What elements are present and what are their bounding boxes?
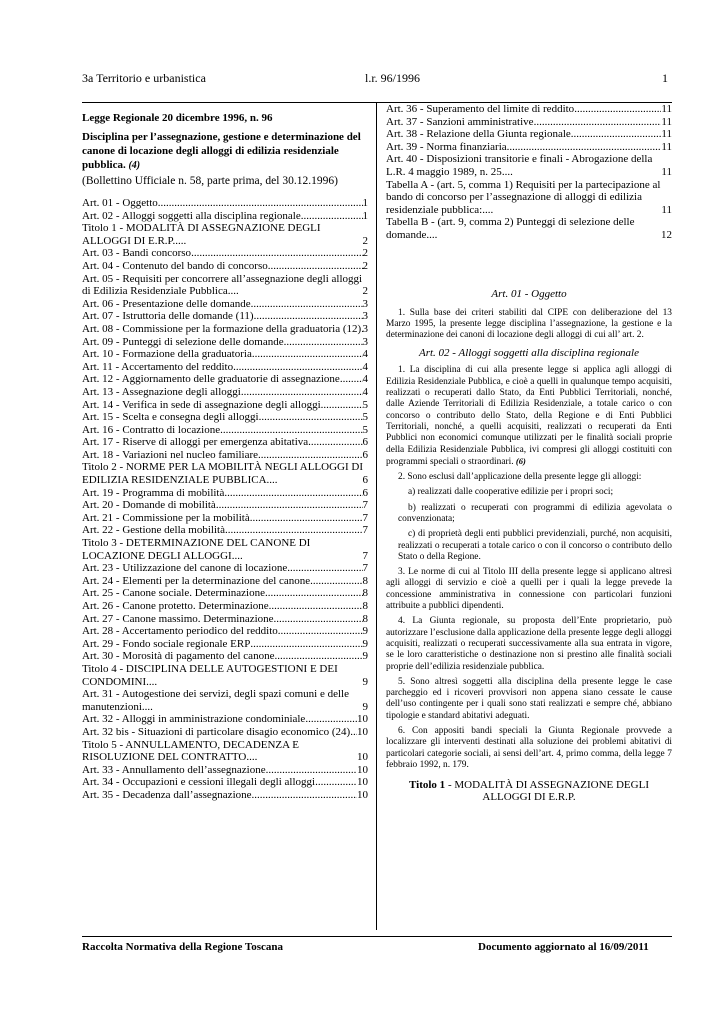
toc-entry[interactable] xyxy=(82,424,368,437)
toc-entry-page: 6 xyxy=(362,474,368,487)
toc-entry-title: Art. 02 - Alloggi soggetti alla disciplina regionale xyxy=(82,209,301,222)
toc-entry[interactable] xyxy=(82,764,368,777)
toc-leader-dots xyxy=(146,676,157,688)
toc-entry[interactable] xyxy=(82,411,368,424)
toc-entry-title: Art. 08 - Commissione per la formazione della graduatoria (12) xyxy=(82,322,362,335)
toc-entry[interactable] xyxy=(386,103,672,116)
toc-entry-page: 10 xyxy=(357,788,368,801)
bollettino-ref: (Bollettino Ufficiale n. 58, parte prima, del 30.12.1996) xyxy=(82,175,338,187)
toc-entry-title: Art. 22 - Gestione della mobilità xyxy=(82,524,225,537)
art02-paragraph-3: 3. Le norme di cui al Titolo III della presente legge si applicano altresì agli alloggi di servizio e cioè a quelli per i quali la legge prevede la concessione amministrativa in connessione con particolari funzioni attribuite a pubblici dipendenti. xyxy=(386,567,672,612)
toc-entry-title: Art. 34 - Occupazioni e cessioni illegali degli alloggi xyxy=(82,776,316,789)
toc-entry[interactable] xyxy=(386,179,672,217)
toc-leader-dots xyxy=(340,373,363,386)
toc-leader-dots xyxy=(482,204,493,216)
toc-entry-title: Art. 29 - Fondo sociale regionale ERP xyxy=(82,637,251,650)
subtitle-note: (4) xyxy=(128,160,141,171)
art02-paragraph-2: 2. Sono esclusi dall’applicazione della presente legge gli alloggi: xyxy=(398,472,642,483)
footer-updated: Documento aggiornato al 16/09/2011 xyxy=(478,941,649,953)
toc-leader-dots xyxy=(252,789,357,802)
footer-rule xyxy=(82,936,672,937)
toc-entry-title: Art. 39 - Norma finanziaria xyxy=(386,140,507,153)
toc-leader-dots xyxy=(225,524,363,537)
toc-entry[interactable] xyxy=(82,575,368,588)
toc-entry-page: 9 xyxy=(362,650,368,663)
toc-leader-dots xyxy=(301,210,363,223)
toc-entry[interactable] xyxy=(82,739,368,764)
toc-entry-page: 11 xyxy=(661,165,672,178)
toc-entry[interactable] xyxy=(386,216,672,241)
toc-entry-page: 6 xyxy=(362,448,368,461)
art01-paragraph-1: 1. Sulla base dei criteri stabiliti dal CIPE con deliberazione del 13 Marzo 1995, la presente legge disciplina l’assegnazione, la gestione e la determinazione dei canoni di locazione degli alloggi di cui all’ art. 2. xyxy=(386,307,672,341)
toc-entry-page: 11 xyxy=(661,140,672,153)
toc-entry-title: Art. 32 - Alloggi in amministrazione condominiale xyxy=(82,713,306,726)
toc-entry-title: Art. 40 - Disposizioni transitorie e finali - Abrogazione della L.R. 4 maggio 1989, n. 25 xyxy=(386,153,653,178)
toc-leader-dots xyxy=(426,229,437,241)
toc-entry-title: Titolo 4 - DISCIPLINA DELLE AUTOGESTIONI E DEI CONDOMINI xyxy=(82,662,338,688)
toc-entry[interactable] xyxy=(82,587,368,600)
toc-entry-page: 1 xyxy=(362,197,368,209)
toc-leader-dots xyxy=(574,103,661,116)
toc-entry-page: 10 xyxy=(357,751,368,764)
toc-leader-dots xyxy=(191,247,362,260)
toc-entry-page: 10 xyxy=(357,763,368,776)
toc-entry-page: 2 xyxy=(362,285,368,298)
toc-entry-page: 3 xyxy=(362,322,368,335)
toc-leader-dots xyxy=(502,166,513,178)
toc-entry-page: 2 xyxy=(362,234,368,247)
toc-entry[interactable] xyxy=(82,323,368,336)
titolo1-heading: Titolo 1 - MODALITÀ DI ASSEGNAZIONE DEGLI ALLOGGI DI E.R.P. xyxy=(409,779,649,804)
toc-entry-page: 10 xyxy=(357,725,368,738)
toc-entry[interactable] xyxy=(386,128,672,141)
toc-leader-dots xyxy=(241,386,363,399)
toc-leader-dots xyxy=(310,575,362,588)
toc-entry-title: Art. 07 - Istruttoria delle domande (11) xyxy=(82,310,254,323)
toc-leader-dots xyxy=(267,474,278,486)
toc-entry-title: Art. 18 - Variazioni nel nucleo familiare xyxy=(82,448,259,461)
art02-paragraph-2a: a) realizzati dalle cooperative edilizie per i propri soci; xyxy=(408,487,614,498)
toc-entry-title: Titolo 3 - DETERMINAZIONE DEL CANONE DI LOCAZIONE DEGLI ALLOGGI xyxy=(82,537,311,562)
toc-entry-title: Art. 33 - Annullamento dell’assegnazione xyxy=(82,763,266,776)
toc-leader-dots xyxy=(232,550,243,562)
toc-entry-title: Art. 24 - Elementi per la determinazione del canone xyxy=(82,574,311,587)
toc-leader-dots xyxy=(274,650,362,663)
toc-entry-page: 12 xyxy=(661,228,672,241)
toc-entry-title: Titolo 2 - NORME PER LA MOBILITÀ NEGLI ALLOGGI DI EDILIZIA RESIDENZIALE PUBBLICA xyxy=(82,461,364,487)
toc-leader-dots xyxy=(216,499,363,512)
toc-entry-title: Art. 01 - Oggetto xyxy=(82,197,158,209)
toc-leader-dots xyxy=(233,361,362,374)
law-title: Legge Regionale 20 dicembre 1996, n. 96 xyxy=(82,112,273,124)
toc-entry[interactable] xyxy=(82,449,368,462)
toc-entry[interactable] xyxy=(386,116,672,129)
toc-entry[interactable] xyxy=(82,524,368,537)
toc-entry-page: 1 xyxy=(362,209,368,222)
toc-entry-page: 5 xyxy=(362,411,368,424)
toc-entry[interactable] xyxy=(82,222,368,247)
art02-heading: Art. 02 - Alloggi soggetti alla disciplina regionale xyxy=(419,347,639,360)
toc-entry[interactable] xyxy=(82,562,368,575)
toc-entry-page: 10 xyxy=(357,713,368,726)
toc-entry[interactable] xyxy=(82,650,368,663)
table-of-contents xyxy=(82,197,368,802)
toc-entry-title: Art. 37 - Sanzioni amministrative xyxy=(386,115,534,128)
toc-entry-page: 2 xyxy=(362,247,368,260)
toc-entry-title: Art. 03 - Bandi concorso xyxy=(82,247,192,260)
toc-entry-page: 9 xyxy=(362,700,368,713)
toc-leader-dots xyxy=(254,310,363,323)
toc-leader-dots xyxy=(142,701,153,713)
toc-entry-title: Art. 19 - Programma di mobilità xyxy=(82,486,225,499)
toc-entry-title: Art. 30 - Morosità di pagamento del canone xyxy=(82,650,275,663)
toc-entry[interactable] xyxy=(82,789,368,802)
toc-entry-page: 11 xyxy=(661,203,672,216)
toc-entry[interactable] xyxy=(82,310,368,323)
toc-entry-page: 3 xyxy=(362,335,368,348)
art02-paragraph-5: 5. Sono altresì soggetti alla disciplina della presente legge le case parcheggio ed i ricoveri provvisori non appena siano cessate le cause dell’uso contingente per i quali sono stati realizzati e sempre ché, abbiano tipologie e standard abitativi adeguati. xyxy=(386,676,672,721)
toc-entry-page: 4 xyxy=(362,348,368,361)
toc-leader-dots xyxy=(224,487,362,500)
art02-paragraph-6: 6. Con appositi bandi speciali la Giunta Regionale provvede a localizzare gli interventi destinati alla soluzione dei problemi abitativi di particolari categorie sociali, ai sensi dell’art. 4, primo comma, della legge 7 febbraio 1992, n. 179. xyxy=(386,726,672,770)
toc-leader-dots xyxy=(507,141,662,154)
toc-entry[interactable] xyxy=(386,141,672,154)
toc-entry-page: 10 xyxy=(357,776,368,789)
toc-entry-page: 8 xyxy=(362,587,368,600)
toc-leader-dots xyxy=(350,726,357,739)
toc-leader-dots xyxy=(284,336,363,349)
toc-entry-title: Art. 17 - Riserve di alloggi per emergenza abitativa xyxy=(82,436,309,449)
toc-entry[interactable] xyxy=(82,273,368,298)
toc-entry[interactable] xyxy=(82,361,368,374)
toc-entry[interactable] xyxy=(82,487,368,500)
toc-leader-dots xyxy=(252,348,363,361)
toc-entry-page: 4 xyxy=(362,360,368,373)
toc-leader-dots xyxy=(268,260,363,273)
toc-entry-page: 3 xyxy=(362,310,368,323)
toc-entry-page: 8 xyxy=(362,612,368,625)
toc-entry[interactable] xyxy=(82,461,368,486)
toc-entry-page: 5 xyxy=(362,398,368,411)
toc-entry-page: 11 xyxy=(661,103,672,115)
toc-entry-page: 7 xyxy=(362,524,368,537)
toc-entry-title: Titolo 5 - ANNULLAMENTO, DECADENZA E RISOLUZIONE DEL CONTRATTO xyxy=(82,738,299,764)
toc-leader-dots xyxy=(250,512,363,525)
toc-entry[interactable] xyxy=(82,512,368,525)
toc-leader-dots xyxy=(534,116,662,129)
toc-entry-title: Art. 15 - Scelta e consegna degli alloggi xyxy=(82,411,259,424)
art02-paragraph-2c: c) di proprietà degli enti pubblici previdenziali, purché, non acquisiti, realizzati o recuperati a totale carico o con il concorso o contributo dello Stato o della Regione. xyxy=(398,529,672,562)
toc-entry[interactable] xyxy=(82,298,368,311)
art01-heading: Art. 01 - Oggetto xyxy=(491,287,567,300)
toc-entry-title: Art. 16 - Contratto di locazione xyxy=(82,423,221,436)
toc-leader-dots xyxy=(269,600,363,613)
toc-entry-page: 2 xyxy=(362,259,368,272)
toc-leader-dots xyxy=(175,235,186,247)
toc-entry-title: Art. 09 - Punteggi di selezione delle domande xyxy=(82,335,284,348)
toc-entry-page: 6 xyxy=(362,486,368,499)
toc-entry-title: Art. 32 bis - Situazioni di particolare disagio economico (24) xyxy=(82,725,351,738)
toc-entry-title: Art. 31 - Autogestione dei servizi, degli spazi comuni e delle manutenzioni xyxy=(82,688,349,713)
toc-leader-dots xyxy=(228,285,239,297)
toc-entry[interactable] xyxy=(82,499,368,512)
toc-entry[interactable] xyxy=(82,373,368,386)
toc-entry-title: Art. 23 - Utilizzazione del canone di locazione xyxy=(82,562,288,575)
toc-entry-title: Art. 10 - Formazione della graduatoria xyxy=(82,348,252,361)
toc-entry-title: Art. 38 - Relazione della Giunta regionale xyxy=(386,128,571,141)
toc-entry-page: 7 xyxy=(362,511,368,524)
toc-entry-title: Art. 11 - Accertamento del reddito xyxy=(82,360,234,373)
toc-leader-dots xyxy=(266,764,357,777)
toc-entry[interactable] xyxy=(82,399,368,412)
toc-entry-title: Art. 06 - Presentazione delle domande xyxy=(82,297,251,310)
toc-entry-title: Art. 12 - Aggiornamento delle graduatorie di assegnazione xyxy=(82,373,340,386)
toc-entry[interactable] xyxy=(82,386,368,399)
toc-entry[interactable] xyxy=(82,688,368,713)
toc-entry[interactable] xyxy=(82,625,368,638)
toc-entry[interactable] xyxy=(82,210,368,223)
header-page-number: 1 xyxy=(662,71,668,85)
toc-entry-page: 9 xyxy=(362,625,368,638)
left-column xyxy=(82,112,368,802)
toc-entry-page: 5 xyxy=(362,423,368,436)
toc-entry-title: Art. 13 - Assegnazione degli alloggi xyxy=(82,385,241,398)
toc-leader-dots xyxy=(274,613,363,626)
toc-entry-page: 3 xyxy=(362,297,368,310)
toc-entry[interactable] xyxy=(82,197,368,210)
toc-leader-dots xyxy=(315,776,357,789)
toc-entry-title: Art. 28 - Accertamento periodico del reddito xyxy=(82,625,278,638)
table-of-contents-continued xyxy=(386,103,672,242)
toc-entry-title: Art. 36 - Superamento del limite di reddito xyxy=(386,103,575,115)
toc-entry[interactable] xyxy=(82,436,368,449)
toc-entry[interactable] xyxy=(82,713,368,726)
toc-entry[interactable] xyxy=(82,348,368,361)
toc-leader-dots xyxy=(259,411,363,424)
toc-leader-dots xyxy=(250,638,362,651)
toc-entry-page: 11 xyxy=(661,128,672,141)
toc-entry[interactable] xyxy=(82,726,368,739)
column-divider xyxy=(376,102,377,930)
toc-entry-page: 7 xyxy=(362,499,368,512)
toc-entry-title: Art. 05 - Requisiti per concorrere all’assegnazione degli alloggi di Edilizia Residenziale Pubblica xyxy=(82,272,363,298)
art02-paragraph-1: 1. La disciplina di cui alla presente legge si applica agli alloggi di Edilizia Residenziale Pubblica, e cioè a quelli in qualunque tempo acquisiti, realizzati o recuperati dallo Stato, da Enti Pubblici Territoriali, nonché, dalle Aziende Territoriali di Edilizia Residenziale, a totale carico o con concorso o contributo dello Stato, della Regione e di Enti Pubblici Territoriali, nonché, a quelli acquisiti, realizzati o recuperati da Enti Pubblici non economici comunque utilizzati per le finalità sociali proprie della Edilizia Residenziale Pubblica, ivi compresi gli alloggi costituiti con programmi speciali o straordinari. (6) xyxy=(386,365,672,467)
law-subtitle: Disciplina per l’assegnazione, gestione e determinazione del canone di locazione degli alloggi di edilizia residenziale pubblica. (4) xyxy=(82,131,361,171)
header-section: 3a Territorio e urbanistica xyxy=(82,71,206,85)
toc-entry-page: 8 xyxy=(362,574,368,587)
toc-leader-dots xyxy=(278,625,363,638)
toc-entry[interactable] xyxy=(82,336,368,349)
toc-entry[interactable] xyxy=(82,663,368,688)
toc-entry[interactable] xyxy=(82,638,368,651)
toc-entry-page: 9 xyxy=(362,637,368,650)
toc-entry-title: Tabella A - (art. 5, comma 1) Requisiti per la partecipazione al bando di concorso per l’assegnazione di alloggi di edilizia residenziale pubblica: xyxy=(386,178,661,216)
toc-leader-dots xyxy=(321,399,363,412)
toc-leader-dots xyxy=(258,449,362,462)
toc-leader-dots xyxy=(158,197,363,210)
toc-leader-dots xyxy=(305,713,357,726)
toc-entry-title: Art. 26 - Canone protetto. Determinazione xyxy=(82,600,269,612)
toc-leader-dots xyxy=(571,128,662,141)
toc-entry[interactable] xyxy=(82,260,368,273)
toc-leader-dots xyxy=(246,751,257,763)
toc-leader-dots xyxy=(308,436,362,449)
footer-source: Raccolta Normativa della Regione Toscana xyxy=(82,941,284,953)
toc-entry[interactable] xyxy=(82,537,368,562)
toc-entry-page: 7 xyxy=(362,549,368,562)
toc-entry-page: 4 xyxy=(362,373,368,386)
toc-leader-dots xyxy=(287,562,362,575)
toc-entry-title: Art. 25 - Canone sociale. Determinazione xyxy=(82,587,265,600)
toc-entry-title: Tabella B - (art. 9, comma 2) Punteggi di selezione delle domande xyxy=(386,216,635,241)
art02-paragraph-2b: b) realizzati o recuperati con programmi di edilizia agevolata o convenzionata; xyxy=(398,502,672,524)
toc-entry-page: 4 xyxy=(362,385,368,398)
toc-entry-title: Art. 14 - Verifica in sede di assegnazione degli alloggi xyxy=(82,398,321,411)
toc-entry-page: 9 xyxy=(362,675,368,688)
toc-entry[interactable] xyxy=(82,613,368,626)
art02-paragraph-4: 4. La Giunta regionale, su proposta dell’Ente proprietario, può autorizzare l’esclusione dalla applicazione della presente legge degli alloggi acquisiti, realizzati o recuperati successivamente alla sua entrata in vigore, se le loro caratteristiche o destinazione non si prestino alle finalità sociali proprie dell’edilizia residenziale pubblica. xyxy=(386,616,672,672)
toc-entry-page: 6 xyxy=(362,436,368,449)
right-column xyxy=(386,103,672,803)
toc-entry[interactable] xyxy=(82,600,368,613)
toc-entry-title: Art. 20 - Domande di mobilità xyxy=(82,499,216,512)
toc-entry-page: 11 xyxy=(661,115,672,128)
toc-entry-title: Art. 35 - Decadenza dall’assegnazione xyxy=(82,788,252,801)
toc-entry-title: Art. 27 - Canone massimo. Determinazione xyxy=(82,612,274,625)
toc-entry[interactable] xyxy=(82,776,368,789)
header-law-ref: l.r. 96/1996 xyxy=(365,71,421,85)
toc-entry-page: 7 xyxy=(362,562,368,575)
toc-leader-dots xyxy=(220,424,362,437)
toc-leader-dots xyxy=(251,298,363,311)
toc-entry[interactable] xyxy=(82,247,368,260)
toc-entry-page: 8 xyxy=(362,600,368,612)
toc-entry[interactable] xyxy=(386,153,672,178)
toc-entry-title: Art. 21 - Commissione per la mobilità xyxy=(82,511,250,524)
toc-leader-dots xyxy=(265,587,363,600)
toc-entry-title: Art. 04 - Contenuto del bando di concorso xyxy=(82,259,268,272)
toc-entry-title: Titolo 1 - MODALITÀ DI ASSEGNAZIONE DEGLI ALLOGGI DI E.R.P. xyxy=(82,222,321,247)
art02-note: (6) xyxy=(515,455,526,466)
